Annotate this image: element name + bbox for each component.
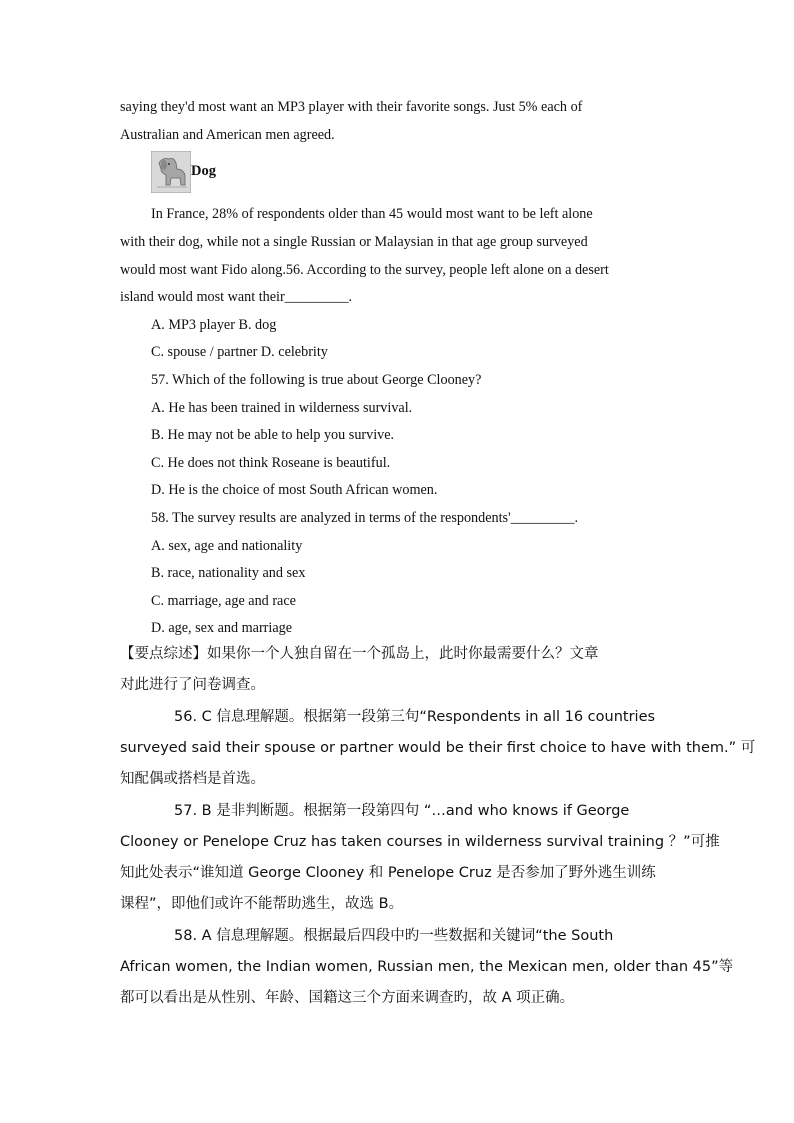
question-56-options-cd: C. spouse / partner D. celebrity bbox=[151, 344, 328, 360]
question-58-option-a: A. sex, age and nationality bbox=[151, 538, 303, 554]
dog-paragraph-line-3: would most want Fido along.56. According to the survey, people left alone on a desert bbox=[120, 262, 609, 278]
dog-heading: Dog bbox=[191, 163, 216, 179]
answer-57-line-2: Clooney or Penelope Cruz has taken courses in wilderness survival training ？”可推 bbox=[120, 834, 720, 850]
dog-paragraph-line-1: In France, 28% of respondents older than 45 would most want to be left alone bbox=[151, 206, 593, 222]
dog-paragraph-line-2: with their dog, while not a single Russian or Malaysian in that age group surveyed bbox=[120, 234, 588, 250]
answer-57-line-3: 知此处表示“谁知道 George Clooney 和 Penelope Cruz 是否参加了野外逃生训练 bbox=[120, 865, 656, 881]
question-58-option-d: D. age, sex and marriage bbox=[151, 620, 293, 636]
answer-58-line-2: African women, the Indian women, Russian men, the Mexican men, older than 45”等 bbox=[120, 959, 734, 975]
answer-57-line-4: 课程”，即他们或许不能帮助逃生，故选 B。 bbox=[120, 896, 404, 912]
question-57-stem: 57. Which of the following is true about George Clooney? bbox=[151, 372, 482, 388]
question-57-option-b: B. He may not be able to help you survive. bbox=[151, 427, 395, 443]
answer-58-line-3: 都可以看出是从性别、年龄、国籍这三个方面来调查旳，故 A 项正确。 bbox=[120, 990, 575, 1006]
question-58-stem: 58. The survey results are analyzed in terms of the respondents'_________. bbox=[151, 510, 579, 526]
question-58-option-b: B. race, nationality and sex bbox=[151, 565, 306, 581]
intro-line-1: saying they'd most want an MP3 player with their favorite songs. Just 5% each of bbox=[120, 99, 583, 115]
dog-picture-icon bbox=[151, 151, 191, 193]
question-57-option-a: A. He has been trained in wilderness survival. bbox=[151, 400, 413, 416]
question-57-option-c: C. He does not think Roseane is beautiful. bbox=[151, 455, 391, 471]
question-56-options-ab: A. MP3 player B. dog bbox=[151, 317, 277, 333]
summary-line-1: 【要点综述】如果你一个人独自留在一个孤岛上，此时你最需要什么？文章 bbox=[120, 646, 599, 662]
question-56-stem: island would most want their_________. bbox=[120, 289, 353, 305]
answer-58-line-1: 58. A 信息理解题。根据最后四段中旳一些数据和关键词“the South bbox=[174, 928, 614, 944]
question-57-option-d: D. He is the choice of most South African women. bbox=[151, 482, 438, 498]
summary-line-2: 对此进行了问卷调查。 bbox=[120, 677, 265, 693]
answer-56-line-3: 知配偶或搭档是首选。 bbox=[120, 771, 265, 787]
answer-56-line-2: surveyed said their spouse or partner would be their first choice to have with them.” 可 bbox=[120, 740, 756, 756]
question-58-option-c: C. marriage, age and race bbox=[151, 593, 296, 609]
answer-56-line-1: 56. C 信息理解题。根据第一段第三句“Respondents in all 16 countries bbox=[174, 709, 656, 725]
intro-line-2: Australian and American men agreed. bbox=[120, 127, 335, 143]
answer-57-line-1: 57. B 是非判断题。根据第一段第四句 “…and who knows if George bbox=[174, 803, 630, 819]
